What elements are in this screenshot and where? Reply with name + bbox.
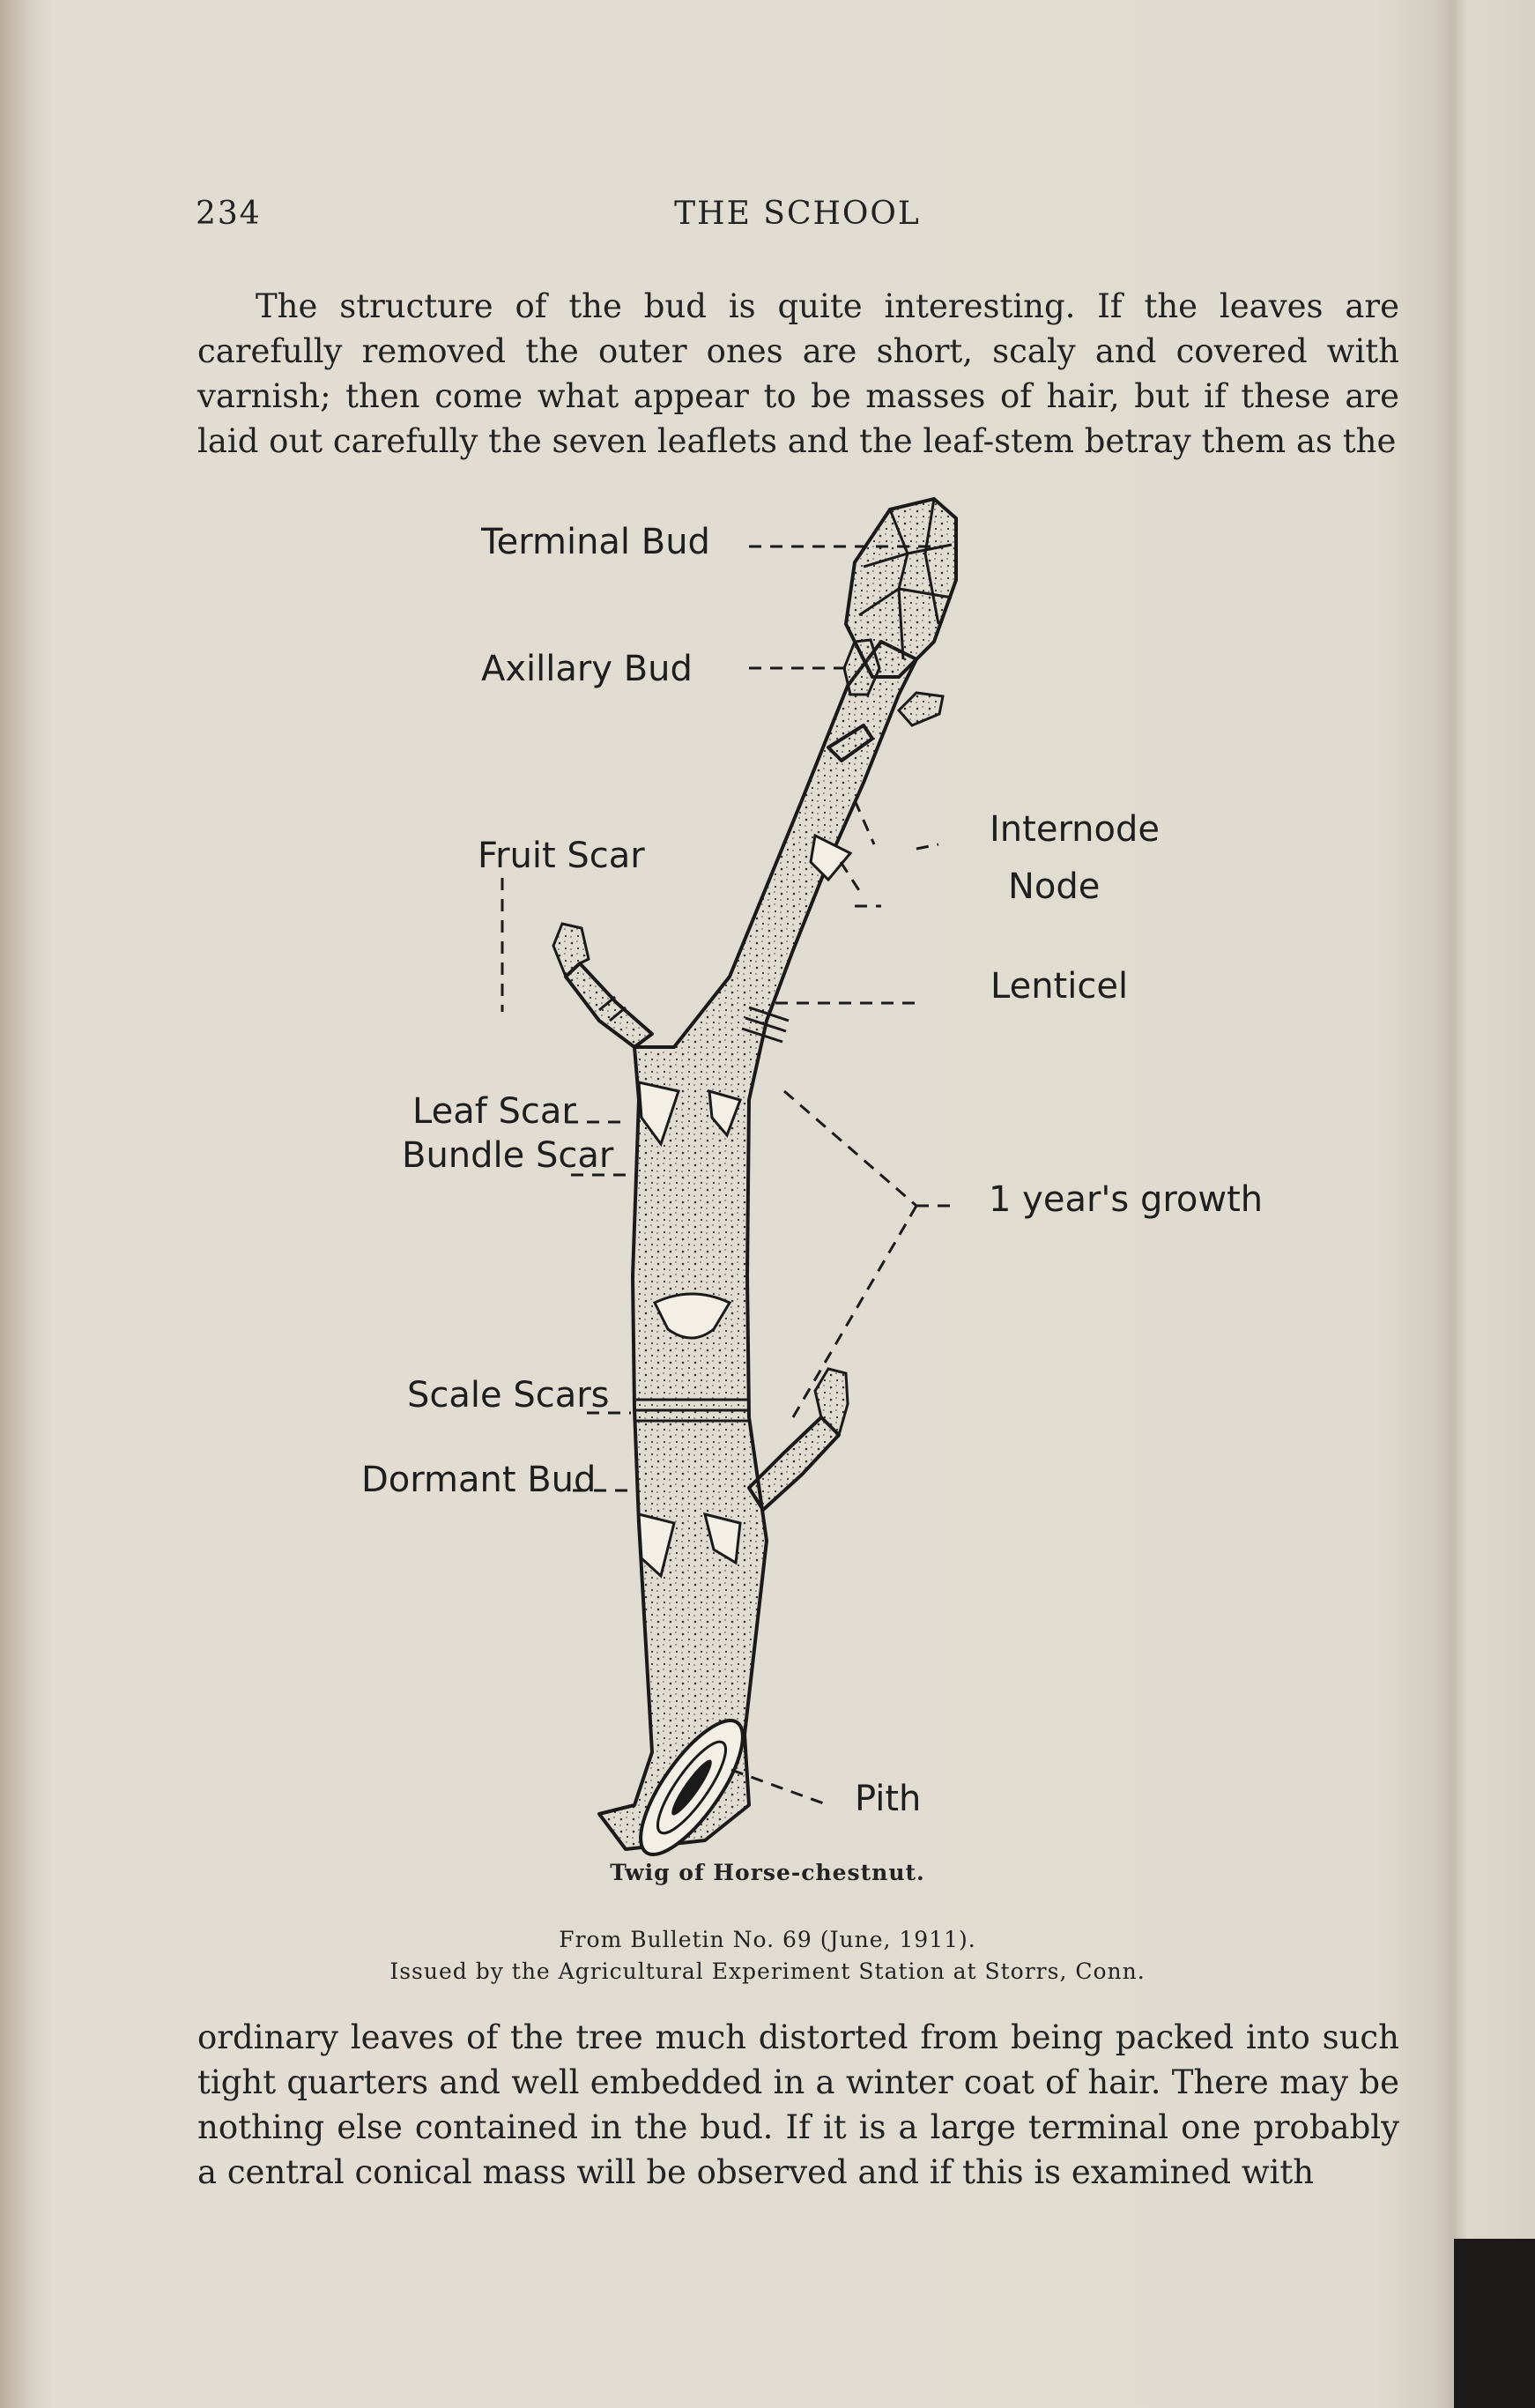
- leader-years-growth: [784, 1091, 952, 1417]
- label-internode: Internode: [990, 809, 1161, 850]
- figure-credit-line-2: Issued by the Agricultural Experiment Station at Storrs, Conn.: [389, 1958, 1146, 1984]
- paragraph-top: The structure of the bud is quite interesting. If the leaves are carefully removed the outer ones are short, scaly and covered with varnish; then come what appear to be masses of hair, but if these are laid out carefully the seven leaflets and the leaf-stem betray them as the: [197, 287, 1399, 460]
- leader-internode: [855, 800, 938, 849]
- leader-fruit-scar: [395, 871, 502, 1012]
- figure-caption: Twig of Horse-chestnut.: [610, 1860, 925, 1885]
- label-years-growth: 1 year's growth: [989, 1179, 1264, 1220]
- label-lenticel: Lenticel: [990, 966, 1129, 1007]
- dormant-branch: [749, 1417, 839, 1510]
- paragraph-bottom: ordinary leaves of the tree much distorted from being packed into such tight quarters and well embedded in a winter coat of hair. There may be nothing else contained in the bud. If it is a large terminal one probably a central conical mass will be observed and if this is examined with: [197, 2018, 1399, 2191]
- label-pith: Pith: [855, 1779, 922, 1819]
- leader-node: [841, 862, 881, 906]
- label-scale-scars: Scale Scars: [407, 1375, 610, 1416]
- left-branch: [566, 963, 652, 1047]
- label-node: Node: [1008, 866, 1101, 907]
- label-fruit-scar: Fruit Scar: [478, 836, 645, 876]
- running-title: THE SCHOOL: [674, 196, 921, 232]
- label-axillary-bud: Axillary Bud: [481, 649, 693, 689]
- page-header: [196, 196, 1399, 240]
- figure-credit-line-1: From Bulletin No. 69 (June, 1911).: [559, 1927, 976, 1952]
- label-terminal-bud: Terminal Bud: [481, 522, 710, 562]
- page-number: 234: [196, 196, 262, 232]
- page-edge-shadow: [1454, 2239, 1535, 2408]
- twig-figure: [335, 483, 1287, 1893]
- label-leaf-scar: Leaf Scar: [412, 1091, 576, 1132]
- twig-stem: [599, 642, 916, 1849]
- label-dormant-bud: Dormant Bud: [361, 1460, 597, 1500]
- label-bundle-scar: Bundle Scar: [402, 1135, 614, 1176]
